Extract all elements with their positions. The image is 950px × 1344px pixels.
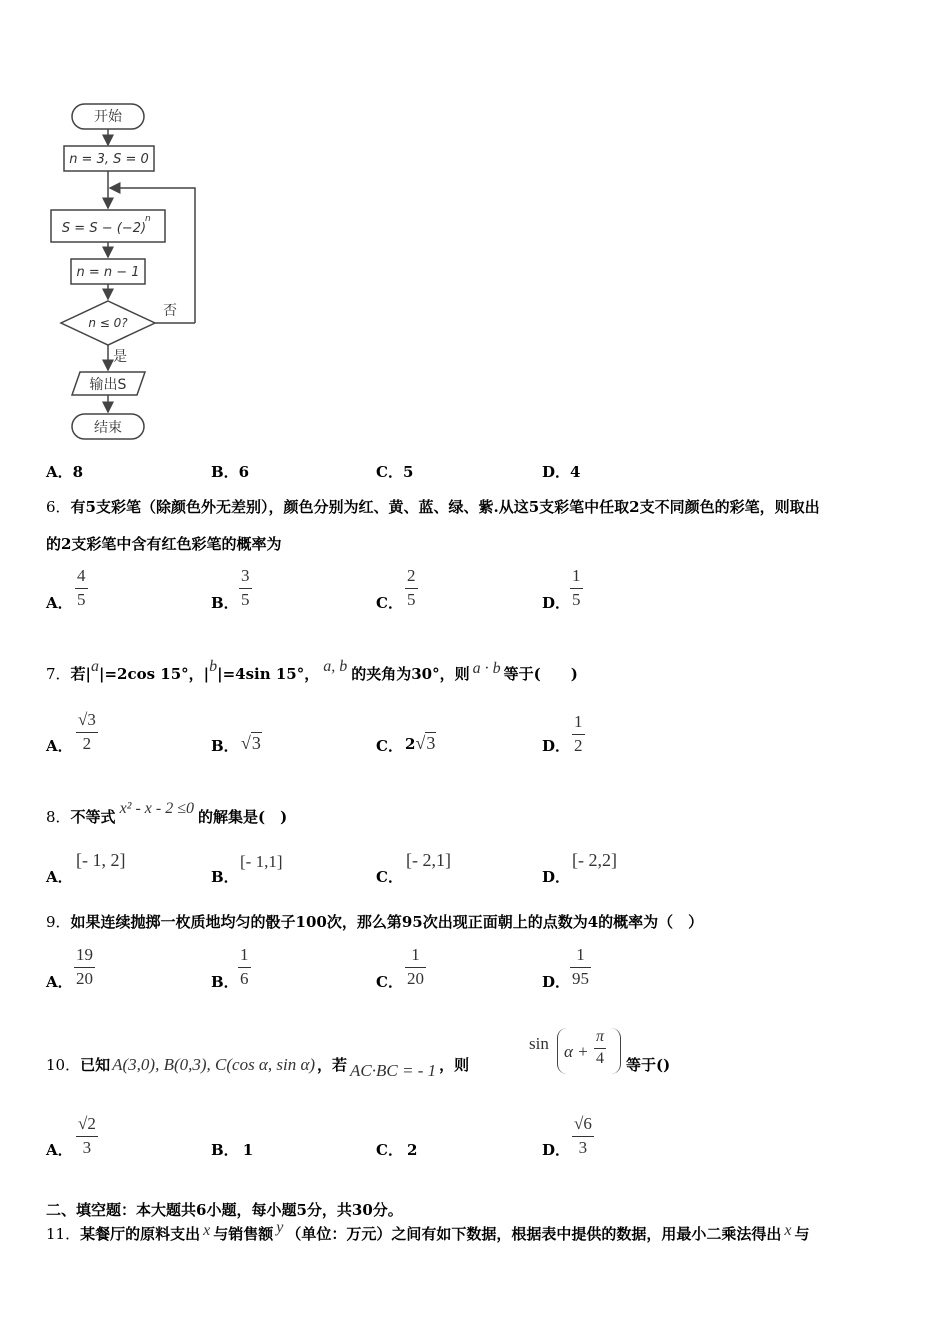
q8-label-d: D． — [542, 868, 571, 886]
q7-option-c: 2√3 — [405, 733, 436, 753]
q8-label-a: A． — [46, 868, 73, 886]
q6-option-d: 1 5 — [572, 566, 581, 609]
flow-output-label: 输出S — [89, 377, 127, 393]
q5-option-a: A．8 — [46, 463, 84, 481]
q8-option-d: [- 2,2] — [572, 850, 617, 870]
q7-label-d: D． — [542, 737, 571, 755]
q10-option-a: √2 3 — [78, 1114, 96, 1157]
q9-option-c: 1 20 — [407, 945, 424, 988]
q7-stem: 7．若|a|=2cos 15°，|b|=4sin 15°， a, b 的夹角为30°，则 a · b 等于( ) — [46, 658, 578, 683]
q10-label-a: A． — [46, 1141, 73, 1159]
q8-label-c: C． — [376, 868, 403, 886]
q7-label-a: A． — [46, 737, 73, 755]
q5-option-c: C．5 — [376, 463, 414, 481]
q9-stem: 9．如果连续抛掷一枚质地均匀的骰子100次，那么第95次出现正面朝上的点数为4的概率为（ ） — [46, 913, 704, 931]
flow-init-label: n = 3, S = 0 — [69, 152, 149, 167]
q6-label-d: D． — [542, 594, 571, 612]
flow-update-s-exponent: n — [145, 214, 151, 224]
q7-option-b: √3 — [241, 733, 261, 753]
q6-option-b: 3 5 — [241, 566, 250, 609]
q8-option-a: [- 1, 2] — [76, 850, 126, 870]
section-2-heading: 二、填空题：本大题共6小题，每小题5分，共30分。 — [46, 1201, 403, 1219]
q10-option-b: B． 1 — [211, 1141, 254, 1159]
q9-option-a: 19 20 — [76, 945, 93, 988]
q10-option-d: √6 3 — [574, 1114, 592, 1157]
q9-option-b: 1 6 — [240, 945, 249, 988]
flow-condition-label: n ≤ 0? — [88, 316, 128, 330]
q6-label-a: A． — [46, 594, 73, 612]
q6-line1: 6．有5支彩笔（除颜色外无差别），颜色分别为红、黄、蓝、绿、紫.从这5支彩笔中任取2支不同颜色的彩笔，则取出 — [46, 498, 820, 516]
q6-option-a: 4 5 — [77, 566, 86, 609]
flow-update-n-label: n = n − 1 — [76, 265, 140, 280]
q8-option-b: [- 1,1] — [240, 852, 283, 871]
q6-line2: 的2支彩笔中含有红色彩笔的概率为 — [46, 535, 282, 553]
q8-label-b: B． — [211, 868, 239, 886]
q9-option-d: 1 95 — [572, 945, 589, 988]
q5-option-b: B．6 — [211, 463, 250, 481]
flow-yes-label: 是 — [113, 349, 127, 365]
q10-label-d: D． — [542, 1141, 571, 1159]
q10-option-c: C． 2 — [376, 1141, 418, 1159]
q6-label-c: C． — [376, 594, 403, 612]
q6-option-c: 2 5 — [407, 566, 416, 609]
q11-stem: 11．某餐厅的原料支出 x 与销售额 y （单位：万元）之间有如下数据，根据表中提供的数据，用最小二乘法得出 x 与 — [46, 1219, 810, 1243]
flow-end-label: 结束 — [94, 420, 122, 436]
q7-option-d: 1 2 — [574, 712, 583, 755]
q8-option-c: [- 2,1] — [406, 850, 451, 870]
q7-label-c: C． — [376, 737, 403, 755]
q7-label-b: B． — [211, 737, 239, 755]
q9-label-c: C． — [376, 973, 403, 991]
q10-alpha-plus: α + — [564, 1042, 589, 1061]
q6-label-b: B． — [211, 594, 239, 612]
q10-pi-over-4: π 4 — [596, 1028, 605, 1067]
q8-stem: 8．不等式 x² - x - 2 ≤0 的解集是( ) — [46, 800, 288, 826]
flow-update-s-label: S = S − (−2) — [61, 221, 147, 236]
q9-label-a: A． — [46, 973, 73, 991]
q10-stem-left: 10．已知 A(3,0), B(0,3), C(cos α, sin α) ，若 AC·BC = - 1 ，则 — [46, 1055, 470, 1080]
flowchart — [40, 95, 220, 450]
q10-sin-label: sin — [529, 1034, 549, 1053]
flow-no-label: 否 — [163, 303, 177, 319]
q10-stem-right: 等于() — [626, 1056, 671, 1074]
q9-label-b: B． — [211, 973, 239, 991]
q9-label-d: D． — [542, 973, 571, 991]
flow-start-label: 开始 — [94, 109, 122, 125]
q7-option-a: √3 2 — [78, 710, 96, 753]
q5-option-d: D．4 — [542, 463, 581, 481]
